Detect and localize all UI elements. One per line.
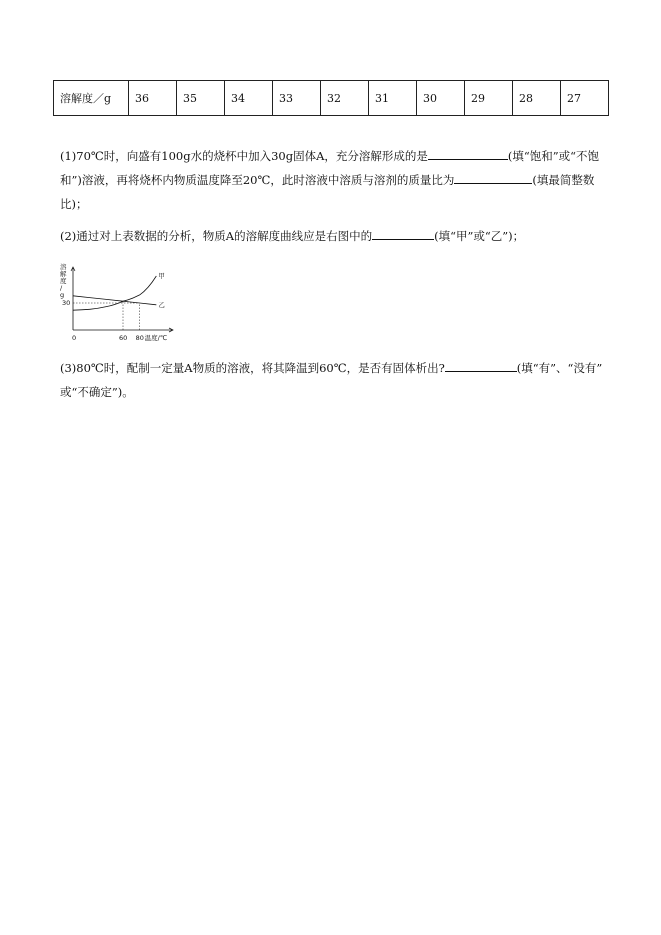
y-axis-label-char: g <box>60 291 65 299</box>
q2-text-b: (填“甲”或“乙”)； <box>434 229 525 243</box>
answer-blank[interactable] <box>445 359 517 372</box>
table-header-cell: 溶解度／g <box>54 81 129 116</box>
series-line-jia <box>73 276 156 310</box>
q2-text-a: (2)通过对上表数据的分析，物质A的溶解度曲线应是右图中的 <box>60 229 373 243</box>
q1-text-c: 和”)溶液，再将烧杯内物质温度降至20℃，此时溶液中溶质与溶剂的质量比为 <box>60 173 455 187</box>
y-axis-label-char: 溶 <box>60 263 67 271</box>
q3-text-c: 或“不确定”)。 <box>60 385 134 399</box>
q1-text-b: (填“饱和”或“不饱 <box>507 149 600 163</box>
origin-label: 0 <box>72 334 77 342</box>
y-tick-label: 30 <box>62 299 71 307</box>
table-cell: 29 <box>465 81 513 116</box>
table-cell: 34 <box>225 81 273 116</box>
solubility-table <box>53 80 609 116</box>
y-axis-label-char: / <box>60 284 63 292</box>
question-1 <box>60 144 608 216</box>
x-axis-label: 温度/℃ <box>144 334 168 342</box>
table-row <box>54 81 609 116</box>
table-cell: 27 <box>561 81 609 116</box>
answer-blank[interactable] <box>428 147 508 160</box>
table-cell: 32 <box>321 81 369 116</box>
x-tick-label: 80 <box>135 334 144 342</box>
q1-text-d: (填最简整数 <box>532 173 595 187</box>
table-cell: 31 <box>369 81 417 116</box>
table-cell: 30 <box>417 81 465 116</box>
chart-lines <box>73 276 156 310</box>
table-cell: 33 <box>273 81 321 116</box>
answer-blank[interactable] <box>372 227 434 240</box>
q1-text-e: 比)； <box>60 197 88 211</box>
question-3 <box>60 356 608 404</box>
question-2 <box>60 224 608 248</box>
table-cell: 36 <box>129 81 177 116</box>
table-cell: 35 <box>177 81 225 116</box>
table-cell: 28 <box>513 81 561 116</box>
solubility-curve-chart <box>58 262 182 346</box>
q3-text-a: (3)80℃时，配制一定量A物质的溶液，将其降温到60℃，是否有固体析出? <box>60 361 445 375</box>
x-tick-label: 60 <box>119 334 128 342</box>
series-label-jia: 甲 <box>158 272 165 280</box>
y-axis-label-char: 解 <box>60 270 67 278</box>
series-line-yi <box>73 296 156 305</box>
y-axis-label-char: 度 <box>60 277 67 285</box>
answer-blank[interactable] <box>454 171 532 184</box>
q1-text-a: (1)70℃时，向盛有100g水的烧杯中加入30g固体A，充分溶解形成的是 <box>60 149 428 163</box>
series-label-yi: 乙 <box>158 300 165 309</box>
q3-text-b: (填“有”、“没有” <box>516 361 603 375</box>
chart-guides <box>73 301 140 330</box>
